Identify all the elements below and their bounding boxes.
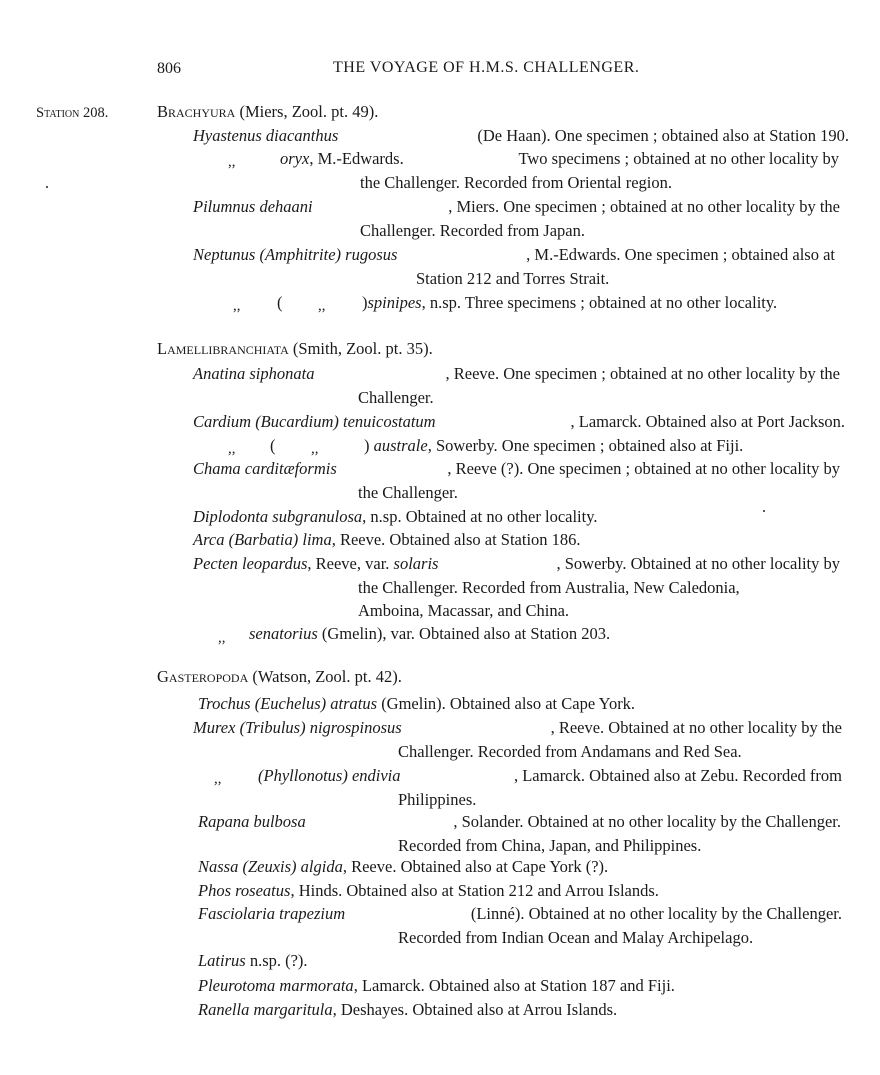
species-name: oryx	[280, 149, 310, 168]
entry-text: , Sowerby. One specimen ; obtained also at Fiji.	[427, 436, 744, 455]
entry-murex-endivia	[258, 766, 842, 786]
species-name: Diplodonta subgranulosa	[193, 507, 363, 526]
open-paren: (	[277, 293, 283, 312]
entry-continuation: the Challenger. Recorded from Oriental region.	[360, 173, 673, 192]
species-name: Murex (Tribulus) nigrospinosus	[193, 718, 402, 737]
ditto-mark: ,,	[218, 630, 226, 646]
entry-text: , Reeve. Obtained also at Cape York (?).	[342, 857, 609, 876]
entry-text: , Reeve. One specimen ; obtained at no other locality by the	[445, 364, 840, 383]
species-name: Rapana bulbosa	[198, 812, 306, 831]
entry-neptunus-rugosus	[193, 245, 835, 265]
section-heading-lamellibranchiata	[157, 339, 433, 359]
ditto-mark: ,,	[228, 441, 236, 457]
entry-text: , Lamarck. Obtained also at Port Jackson.	[570, 412, 845, 431]
species-name: spinipes	[367, 293, 422, 312]
species-name: Hyastenus diacanthus	[193, 126, 339, 145]
entry-text: , Lamarck. Obtained also at Zebu. Recorded from	[513, 766, 842, 785]
heading-ref: (Miers, Zool. pt. 49).	[239, 102, 379, 121]
species-name: senatorius	[249, 624, 318, 643]
entry-hyastenus-oryx	[280, 149, 839, 169]
entry-pecten-senatorius	[249, 624, 610, 644]
species-name: Arca (Barbatia) lima	[193, 530, 332, 549]
species-name: Pecten leopardus	[193, 554, 308, 573]
entry-continuation: Philippines.	[398, 790, 477, 809]
running-title: THE VOYAGE OF H.M.S. CHALLENGER.	[333, 59, 640, 76]
entry-latirus	[198, 951, 308, 971]
species-name: Anatina siphonata	[193, 364, 315, 383]
entry-nassa-algida	[198, 857, 608, 877]
entry-anatina-siphonata	[193, 364, 840, 384]
close-paren: )	[362, 293, 368, 312]
entry-text: , Reeve, var.	[307, 554, 390, 573]
section-heading-gasteropoda	[157, 667, 402, 687]
close-paren: )	[364, 436, 370, 455]
entry-text: , n.sp. Obtained at no other locality.	[362, 507, 598, 526]
species-name: Chama carditæformis	[193, 459, 337, 478]
entry-rapana-bulbosa	[198, 812, 841, 832]
entry-text: , Solander. Obtained at no other locality by the Challenger.	[453, 812, 841, 831]
entry-cardium-australe	[364, 436, 743, 456]
entry-pilumnus-dehaani	[193, 197, 840, 217]
entry-chama-carditaeformis	[193, 459, 840, 479]
entry-continuation: Recorded from Indian Ocean and Malay Archipelago.	[398, 928, 754, 947]
section-heading-brachyura	[157, 102, 378, 122]
entry-continuation: the Challenger.	[358, 483, 458, 502]
entry-text: , Miers. One specimen ; obtained at no other locality by the	[448, 197, 840, 216]
entry-text: n.sp. (?).	[249, 951, 308, 970]
entry-text: , M.-Edwards. One specimen ; obtained also at	[526, 245, 835, 264]
entry-continuation: Challenger.	[358, 388, 434, 407]
entry-continuation: Challenger. Recorded from Andamans and Red Sea.	[398, 742, 742, 761]
species-name: Cardium (Bucardium) tenuicostatum	[193, 412, 436, 431]
entry-text: , Sowerby. Obtained at no other locality by	[556, 554, 840, 573]
entry-arca-lima	[193, 530, 581, 550]
page-number: 806	[157, 60, 181, 77]
entry-text: , Reeve. Obtained at no other locality by the	[550, 718, 842, 737]
entry-continuation: Recorded from China, Japan, and Philippines.	[398, 836, 702, 855]
entry-cardium-tenuicostatum	[193, 412, 845, 432]
species-name: Nassa (Zeuxis) algida	[198, 857, 343, 876]
entry-text: (Gmelin), var. Obtained also at Station 203.	[321, 624, 611, 643]
ditto-mark: ,,	[214, 771, 222, 787]
entry-diplodonta-subgranulosa	[193, 507, 598, 527]
open-paren: (	[270, 436, 276, 455]
entry-hyastenus-diacanthus	[193, 126, 849, 146]
entry-pleurotoma-marmorata	[198, 976, 675, 996]
stray-mark	[46, 186, 48, 188]
species-name: Pleurotoma marmorata	[198, 976, 354, 995]
species-name: Fasciolaria trapezium	[198, 904, 346, 923]
entry-text: , n.sp. Three specimens ; obtained at no other locality.	[421, 293, 778, 312]
entry-pecten-leopardus	[193, 554, 840, 574]
entry-murex-nigrospinosus	[193, 718, 842, 738]
heading-text: Brachyura	[157, 102, 236, 121]
species-name: Trochus (Euchelus) atratus	[198, 694, 378, 713]
entry-phos-roseatus	[198, 881, 659, 901]
entry-continuation: the Challenger. Recorded from Australia, New Caledonia,	[358, 578, 740, 597]
heading-text: Lamellibranchiata	[157, 339, 289, 358]
ditto-mark: ,,	[228, 154, 236, 170]
ditto-mark: ,,	[233, 298, 241, 314]
entry-continuation: Amboina, Macassar, and China.	[358, 601, 570, 620]
entry-neptunus-spinipes	[362, 293, 777, 313]
entry-text: , Lamarck. Obtained also at Station 187 and Fiji.	[353, 976, 675, 995]
entry-ranella-margaritula	[198, 1000, 617, 1020]
species-name: Pilumnus dehaani	[193, 197, 313, 216]
species-name: Neptunus (Amphitrite) rugosus	[193, 245, 398, 264]
heading-ref: (Watson, Zool. pt. 42).	[252, 667, 402, 686]
entry-fasciolaria-trapezium	[198, 904, 842, 924]
heading-ref: (Smith, Zool. pt. 35).	[292, 339, 433, 358]
stray-mark	[763, 510, 765, 512]
entry-continuation: Station 212 and Torres Strait.	[416, 269, 610, 288]
species-name: Latirus	[198, 951, 246, 970]
species-name: Ranella margaritula	[198, 1000, 333, 1019]
species-name: australe	[373, 436, 428, 455]
heading-text: Gasteropoda	[157, 667, 249, 686]
entry-text: (Linné). Obtained at no other locality by the Challenger.	[470, 904, 842, 923]
species-name: (Phyllonotus) endivia	[258, 766, 401, 785]
entry-trochus-atratus	[198, 694, 635, 714]
entry-continuation: Challenger. Recorded from Japan.	[360, 221, 585, 240]
entry-text: , Reeve (?). One specimen ; obtained at no other locality by	[447, 459, 840, 478]
ditto-mark: ,,	[311, 441, 319, 457]
entry-text: , Hinds. Obtained also at Station 212 and Arrou Islands.	[290, 881, 659, 900]
ditto-mark: ,,	[318, 298, 326, 314]
variety-name: solaris	[393, 554, 439, 573]
entry-text: (De Haan). One specimen ; obtained also at Station 190.	[477, 126, 849, 145]
entry-text: (Gmelin). Obtained also at Cape York.	[381, 694, 636, 713]
entry-text: , Reeve. Obtained also at Station 186.	[331, 530, 581, 549]
author: , M.-Edwards.	[309, 149, 404, 168]
species-name: Phos roseatus	[198, 881, 291, 900]
entry-text: , Deshayes. Obtained also at Arrou Islands.	[332, 1000, 618, 1019]
entry-text: Two specimens ; obtained at no other locality by	[518, 149, 839, 168]
station-label: Station 208.	[36, 105, 109, 121]
